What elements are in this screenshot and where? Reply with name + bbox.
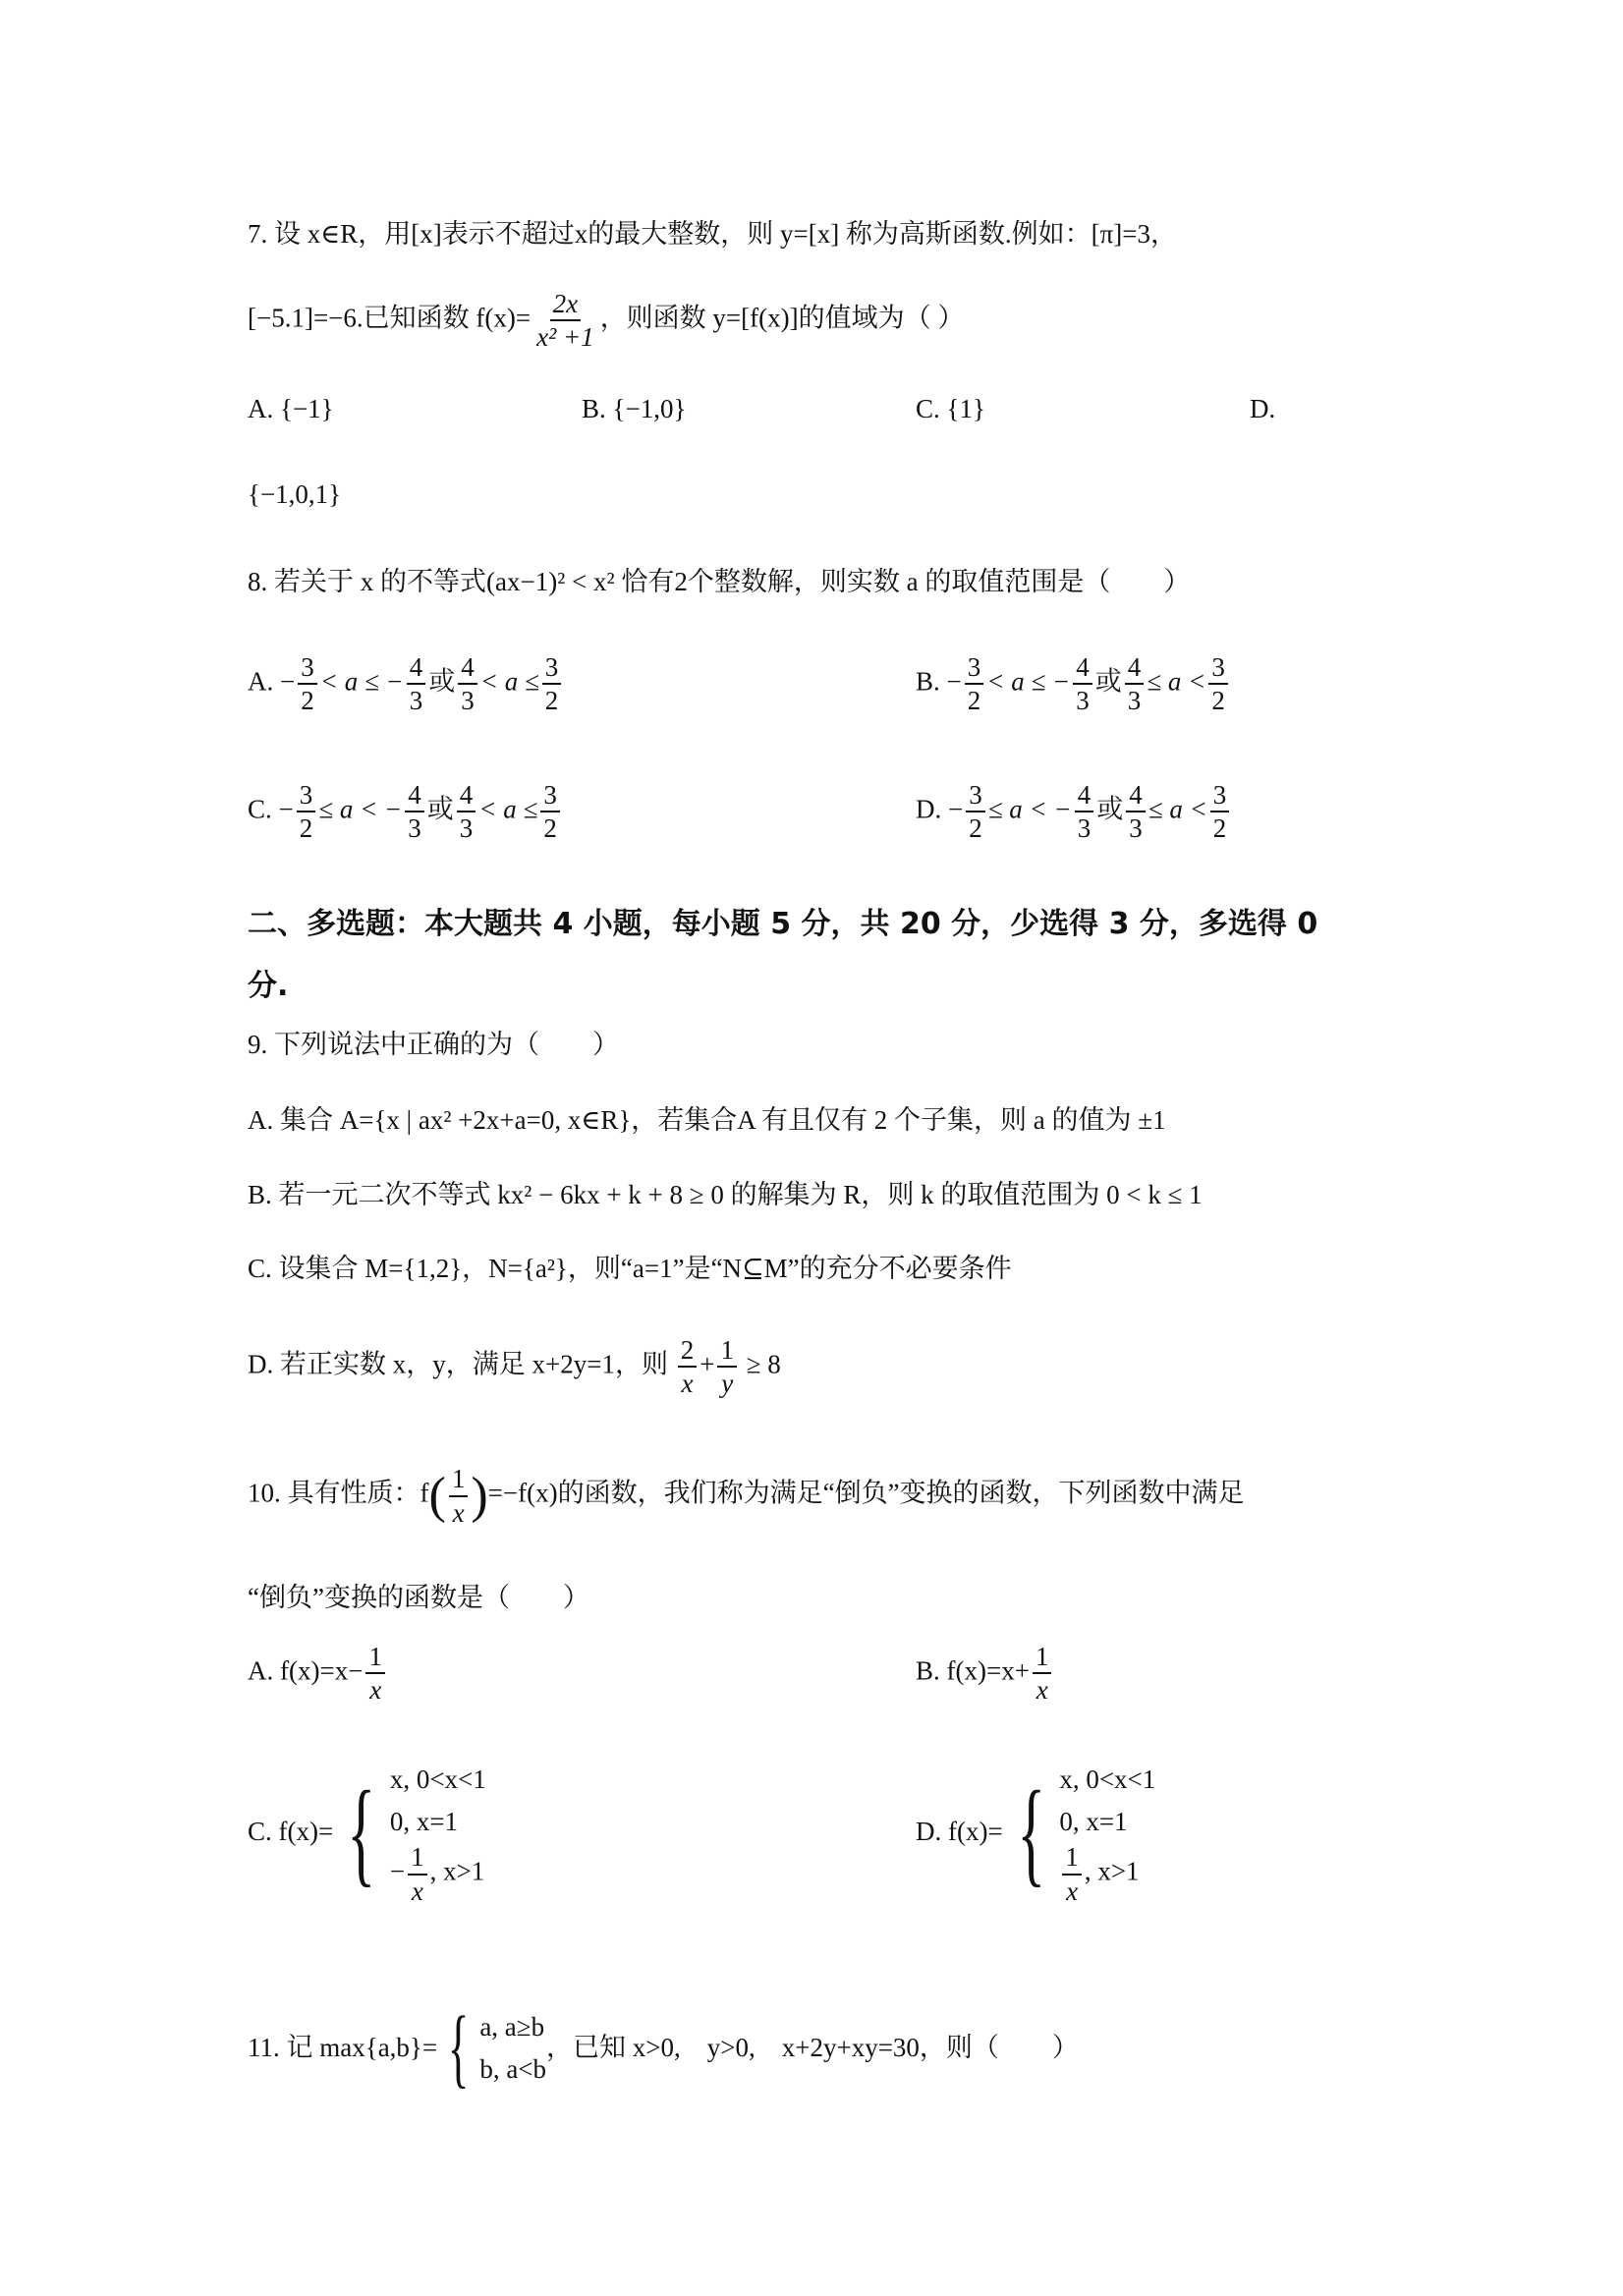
q8-frac: $\frac{3}{2}$: [297, 781, 316, 843]
q8-frac: $\frac{3}{2}$: [540, 781, 560, 843]
q10-option-c: C. f(x)= { x, 0<x<1 0, x=1 − $\frac{1}{x}$ , x>1: [248, 1759, 486, 1905]
q10-option-a: A. f(x)=x− $\frac{1}{x}$: [248, 1643, 388, 1705]
q10-option-d: D. f(x)= { x, 0<x<1 0, x=1 $\frac{1}{x}$ , x>1: [916, 1759, 1155, 1905]
q7-line2: [248, 290, 964, 352]
q8-stem: 8. 若关于 x 的不等式(ax−1)² < x² 恰有2个整数解，则实数 a 的取值范围是（ ）: [248, 567, 1191, 596]
q9-option-a: A. 集合 A={x | ax² +2x+a=0, x∈R}，若集合A 有且仅有 2 个子集，则 a 的值为 ±1: [248, 1105, 1166, 1135]
q9-d-frac2: $\frac{1}{y}$: [717, 1336, 737, 1398]
q8-frac: $\frac{3}{2}$: [1210, 781, 1230, 843]
q9-stem: 9. 下列说法中正确的为（ ）: [248, 1030, 619, 1059]
q11-case1: a, a≥b: [479, 2011, 545, 2042]
q8-frac: $\frac{4}{3}$: [1125, 653, 1145, 715]
q8-option-label: B.: [916, 666, 947, 697]
q10-d-case1: x, 0<x<1: [1059, 1764, 1156, 1794]
q7-option-a: A. {−1}: [248, 394, 334, 423]
q8-option-label: D.: [916, 794, 948, 824]
section2-heading-line2: 分.: [248, 969, 289, 1003]
q7-line2-a: [−5.1]=−6.已知函数 f(x)=: [248, 303, 532, 333]
q8-frac: $\frac{4}{3}$: [407, 653, 426, 715]
q7-line2-b: ，则函数 y=[f(x)]的值域为（ ）: [599, 303, 965, 333]
q10-stem2: “倒负”变换的函数是（ ）: [248, 1583, 589, 1612]
q8-frac: $\frac{4}{3}$: [458, 653, 477, 715]
q8-option-c: C. − $\frac{3}{2}$ ≤ a < − $\frac{4}{3}$ 或 $\frac{4}{3}$ < a ≤ $\frac{3}{2}$: [248, 781, 563, 843]
q10-c-case3: − $\frac{1}{x}$ , x>1: [389, 1842, 485, 1906]
q10-d-case2: 0, x=1: [1059, 1807, 1128, 1837]
q10-stem: 10. 具有性质：f( $\frac{1}{x}$ )=−f(x)的函数，我们称为满足“倒负”变换的函数，下列函数中满足: [248, 1464, 1245, 1528]
q8-frac: $\frac{4}{3}$: [1073, 653, 1092, 715]
q8-option-a: A. − $\frac{3}{2}$ < a ≤ − $\frac{4}{3}$ 或 $\frac{4}{3}$ < a ≤ $\frac{3}{2}$: [248, 653, 564, 715]
q9-option-b: B. 若一元二次不等式 kx² − 6kx + k + 8 ≥ 0 的解集为 R，则 k 的取值范围为 0 < k ≤ 1: [248, 1180, 1203, 1209]
q10-d-case3: $\frac{1}{x}$ , x>1: [1059, 1843, 1155, 1905]
q11-stem: 11. 记 max{a,b}= { a, a≥b b, a<b ，已知 x>0, y>0, x+2y+xy=30，则（ ）: [248, 1999, 1079, 2097]
q11-case2: b, a<b: [479, 2054, 547, 2084]
q7-option-d-value: {−1,0,1}: [248, 479, 342, 509]
q7-option-b: B. {−1,0}: [582, 394, 687, 423]
q10-option-b: B. f(x)=x+ $\frac{1}{x}$: [916, 1643, 1054, 1705]
q8-frac: $\frac{3}{2}$: [542, 653, 562, 715]
q8-frac: $\frac{4}{3}$: [405, 781, 424, 843]
q8-option-b: B. − $\frac{3}{2}$ < a ≤ − $\frac{4}{3}$ 或 $\frac{4}{3}$ ≤ a < $\frac{3}{2}$: [916, 653, 1231, 715]
q9-d-frac1: $\frac{2}{x}$: [678, 1336, 698, 1398]
q9-option-d: D. 若正实数 x，y，满足 x+2y=1，则 $\frac{2}{x}$ + $\frac{1}{y}$ ≥ 8: [248, 1335, 781, 1399]
q8-frac: $\frac{4}{3}$: [1126, 781, 1146, 843]
q7-option-c: C. {1}: [916, 394, 985, 423]
section2-heading-line1: 二、多选题：本大题共 4 小题，每小题 5 分，共 20 分，少选得 3 分，多选得 0: [248, 907, 1318, 941]
q9-option-c: C. 设集合 M={1,2}，N={a²}，则“a=1”是“N⊆M”的充分不必要条件: [248, 1254, 1012, 1283]
q8-option-label: A.: [248, 666, 280, 697]
q8-option-label: C.: [248, 794, 279, 824]
q10-c-case1: x, 0<x<1: [389, 1764, 486, 1794]
q8-frac: $\frac{4}{3}$: [457, 781, 476, 843]
q8-option-d: D. − $\frac{3}{2}$ ≤ a < − $\frac{4}{3}$ 或 $\frac{4}{3}$ ≤ a < $\frac{3}{2}$: [916, 781, 1232, 843]
q10-c-case2: 0, x=1: [389, 1807, 459, 1837]
q10-d-cases: [1059, 1759, 1155, 1905]
q8-frac: $\frac{4}{3}$: [1075, 781, 1094, 843]
q10-c-cases: [390, 1759, 486, 1905]
q8-frac: $\frac{3}{2}$: [965, 653, 984, 715]
q7-option-d: D.: [1250, 394, 1276, 423]
q7-line1: 7. 设 x∈R，用[x]表示不超过x的最大整数，则 y=[x] 称为高斯函数.例如：[π]=3，: [248, 219, 1178, 249]
q7-fraction: $\frac{2x}{\text{x² +1}}$: [536, 289, 594, 353]
q8-frac: $\frac{3}{2}$: [966, 781, 985, 843]
q10-stem-frac: $\frac{1}{x}$: [449, 1465, 469, 1527]
q11-cases: [479, 2006, 546, 2091]
q8-frac: $\frac{3}{2}$: [1208, 653, 1228, 715]
q8-frac: $\frac{3}{2}$: [298, 653, 317, 715]
